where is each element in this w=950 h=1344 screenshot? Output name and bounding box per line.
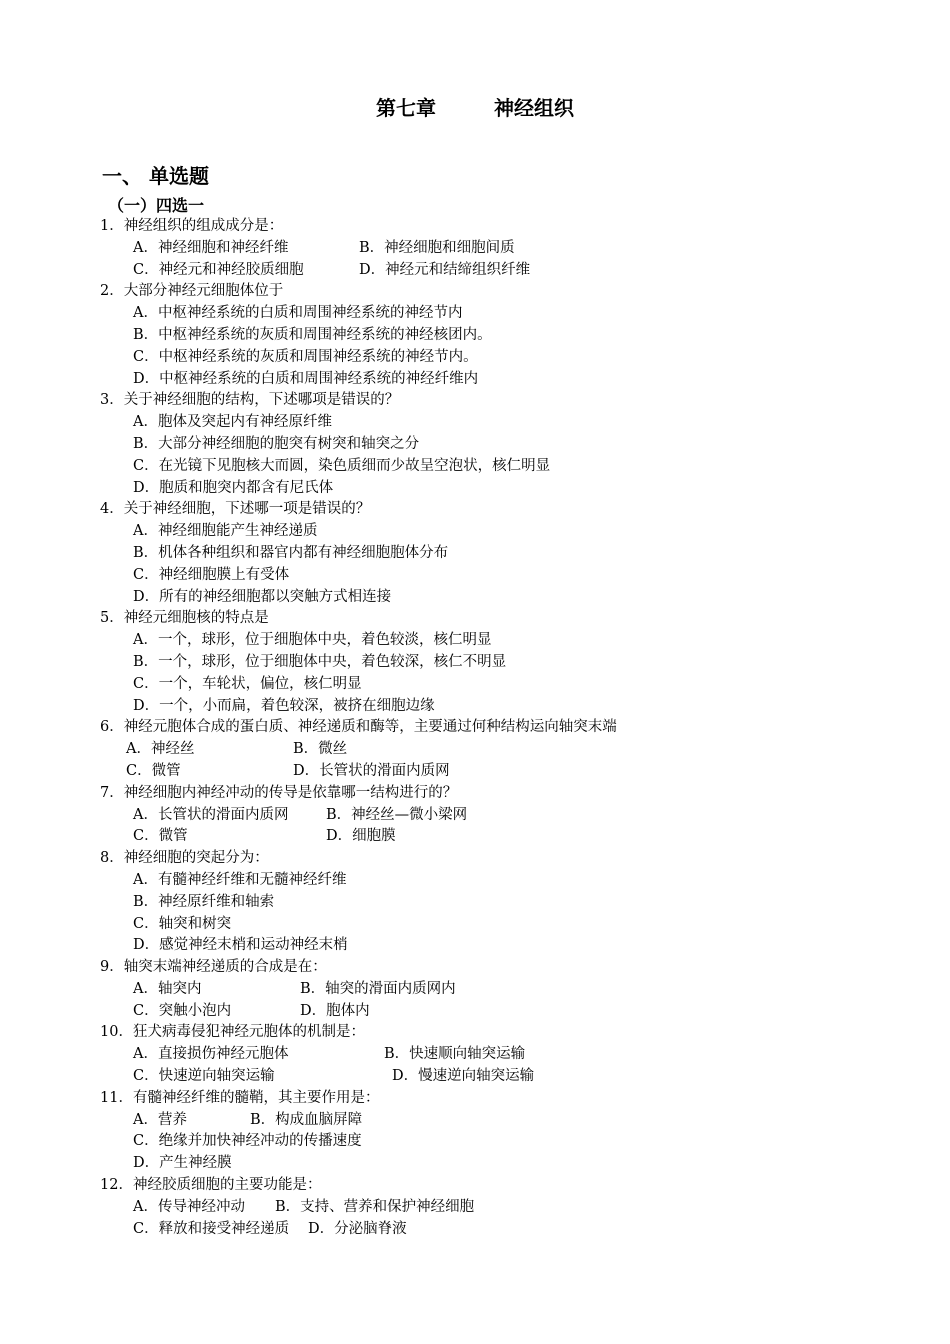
question-stem: 8．神经细胞的突起分为： [100,850,269,867]
answer-option: D．胞体内 [300,1002,370,1019]
subsection-heading: （一）四选一 [108,196,205,215]
answer-option: C．在光镜下见胞核大而圆，染色质细而少故呈空泡状，核仁明显 [133,457,551,474]
option-row [100,456,920,478]
option-row [100,870,920,892]
option-row [100,478,920,500]
answer-option: A．神经细胞和神经纤维 [133,239,289,256]
answer-option: B．微丝 [293,741,348,758]
answer-option: D．所有的神经细胞都以突触方式相连接 [133,588,392,605]
option-row [100,565,920,587]
answer-option: B．快速顺向轴突运输 [384,1046,526,1063]
answer-option: C．轴突和树突 [133,915,232,932]
option-row [100,587,920,609]
answer-option: A．胞体及突起内有神经原纤维 [133,414,332,431]
answer-option: D．产生神经膜 [133,1155,232,1172]
option-row [100,805,920,827]
option-row [100,892,920,914]
question-stem: 11．有髓神经纤维的髓鞘，其主要作用是： [100,1089,380,1106]
answer-option: B．一个，球形，位于细胞体中央，着色较深，核仁不明显 [133,653,507,670]
option-row [100,238,920,260]
answer-option: D．分泌脑脊液 [308,1220,407,1237]
option-row [100,369,920,391]
question-stem: 1．神经组织的组成成分是： [100,218,284,234]
answer-option: C．微管 [133,828,188,845]
option-row [100,652,920,674]
answer-option: C．中枢神经系统的灰质和周围神经系统的神经节内。 [133,348,478,365]
option-row [100,412,920,434]
answer-option: D．一个，小而扁，着色较深，被挤在细胞边缘 [133,697,435,714]
answer-option: B．神经原纤维和轴索 [133,893,275,910]
answer-option: B．机体各种组织和器官内都有神经细胞胞体分布 [133,544,449,561]
answer-option: B．构成血脑屏障 [250,1111,363,1128]
answer-option: C．一个，车轮状，偏位，核仁明显 [133,675,362,692]
answer-option: C．神经元和神经胶质细胞 [133,261,304,278]
question-stem: 3．关于神经细胞的结构，下述哪项是错误的？ [100,392,400,409]
answer-option: C．神经细胞膜上有受体 [133,566,290,583]
answer-option: C．微管 [126,762,181,779]
question-stem: 2．大部分神经元细胞体位于 [100,283,284,300]
answer-option: D．胞质和胞突内都含有尼氏体 [133,479,334,496]
answer-option: D．细胞膜 [326,828,396,845]
option-row [100,1153,920,1175]
answer-option: A．轴突内 [133,980,202,997]
option-row [100,1044,920,1066]
answer-option: D．慢速逆向轴突运输 [392,1068,535,1085]
option-row [100,1066,920,1088]
answer-option: B．神经细胞和细胞间质 [359,239,515,256]
option-row [100,434,920,456]
option-row [100,739,920,761]
question-stem: 4．关于神经细胞，下述哪一项是错误的？ [100,501,371,518]
answer-option: D．神经元和结缔组织纤维 [359,261,531,278]
answer-option: D．感觉神经末梢和运动神经末梢 [133,937,348,954]
answer-option: B．大部分神经细胞的胞突有树突和轴突之分 [133,435,420,452]
answer-option: A．神经细胞能产生神经递质 [133,523,318,540]
option-row [100,1197,920,1219]
answer-option: A．一个，球形，位于细胞体中央，着色较淡，核仁明显 [133,632,492,649]
answer-option: A．长管状的滑面内质网 [133,806,289,823]
question-stem: 5．神经元细胞核的特点是 [100,610,269,627]
answer-option: B．神经丝—微小梁网 [326,806,468,823]
option-row [100,543,920,565]
option-row [100,914,920,936]
question-list [100,216,920,1240]
question-stem: 12．神经胶质细胞的主要功能是： [100,1177,322,1194]
answer-option: C．释放和接受神经递质 [133,1220,290,1237]
answer-option: A．营养 [133,1111,187,1128]
option-row [100,303,920,325]
option-row [100,696,920,718]
answer-option: D．长管状的滑面内质网 [293,762,450,779]
section-heading: 一、 单选题 [102,164,209,188]
option-row [100,260,920,282]
answer-option: A．传导神经冲动 [133,1198,245,1215]
question-stem: 6．神经元胞体合成的蛋白质、神经递质和酶等，主要通过何种结构运向轴突末端 [100,719,617,736]
option-row [100,521,920,543]
option-row [100,347,920,369]
option-row [100,1001,920,1023]
option-row [100,1219,920,1241]
answer-option: B．轴突的滑面内质网内 [300,980,456,997]
option-row [100,630,920,652]
question-stem: 9．轴突末端神经递质的合成是在： [100,959,327,976]
question-stem: 10．狂犬病毒侵犯神经元胞体的机制是： [100,1024,365,1041]
answer-option: C．快速逆向轴突运输 [133,1068,275,1085]
answer-option: A．直接损伤神经元胞体 [133,1046,289,1063]
chapter-name: 神经组织 [494,96,574,120]
option-row [100,674,920,696]
option-row [100,761,920,783]
answer-option: A．神经丝 [126,741,195,758]
answer-option: B．中枢神经系统的灰质和周围神经系统的神经核团内。 [133,326,492,343]
chapter-number: 第七章 [376,96,436,120]
option-row [100,979,920,1001]
page-title [0,92,950,121]
option-row [100,325,920,347]
option-row [100,1110,920,1132]
option-row [100,826,920,848]
answer-option: C．绝缘并加快神经冲动的传播速度 [133,1133,362,1150]
answer-option: A．有髓神经纤维和无髓神经纤维 [133,871,347,888]
question-stem: 7．神经细胞内神经冲动的传导是依靠哪一结构进行的？ [100,784,458,801]
answer-option: C．突触小泡内 [133,1002,232,1019]
answer-option: B．支持、营养和保护神经细胞 [275,1198,475,1215]
answer-option: A．中枢神经系统的白质和周围神经系统的神经节内 [133,305,463,322]
option-row [100,1131,920,1153]
answer-option: D．中枢神经系统的白质和周围神经系统的神经纤维内 [133,370,479,387]
option-row [100,935,920,957]
